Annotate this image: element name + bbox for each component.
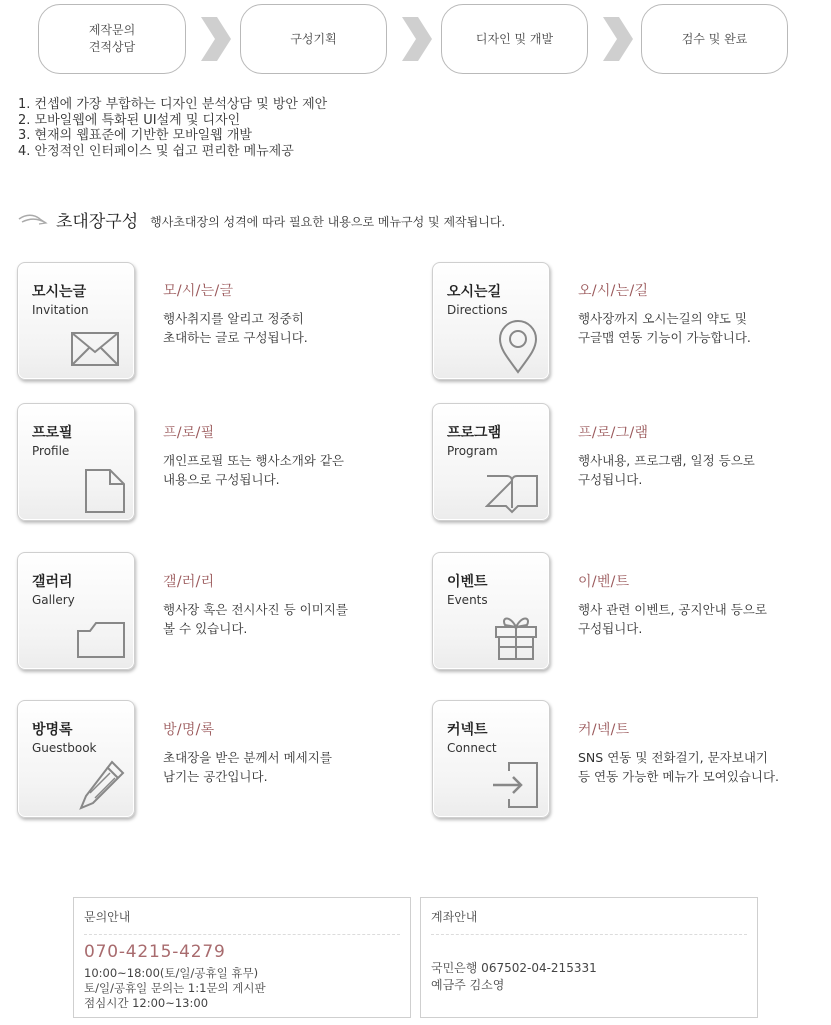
chevron-right-icon [197, 15, 233, 63]
feature-title: 커/넥/트 [578, 722, 630, 738]
divider [84, 934, 400, 935]
card-title-en: Directions [447, 303, 508, 317]
feature-title: 오/시/는/길 [578, 283, 649, 299]
section-header [18, 207, 505, 232]
step-complete [641, 4, 788, 74]
step-planning [240, 4, 387, 74]
sign-in-icon [489, 761, 541, 809]
description-line: 구성됩니다. [578, 472, 643, 487]
description-line: 행사장까지 오시는길의 약도 및 [578, 311, 747, 326]
step-label: 디자인 및 개발 [475, 31, 554, 46]
card-title-en: Gallery [32, 593, 75, 607]
feature-description [163, 600, 348, 638]
card-invitation[interactable] [17, 262, 135, 380]
section-title: 초대장구성 [56, 212, 139, 232]
envelope-icon [70, 329, 120, 369]
open-book-icon [485, 472, 539, 514]
description-line: 구성됩니다. [578, 621, 643, 636]
description-line: 개인프로필 또는 행사소개와 같은 [163, 453, 344, 468]
feature-description [578, 451, 755, 489]
description-line: 내용으로 구성됩니다. [163, 472, 280, 487]
description-line: 행사장 혹은 전시사진 등 이미지를 [163, 602, 348, 617]
description-line: 등 연동 가능한 메뉴가 모여있습니다. [578, 769, 779, 784]
account-heading: 계좌안내 [431, 910, 478, 924]
feature-title: 프/로/필 [163, 425, 215, 441]
gift-icon [493, 611, 539, 661]
description-line: 남기는 공간입니다. [163, 769, 268, 784]
card-guestbook[interactable] [17, 700, 135, 818]
card-title-ko: 갤러리 [32, 574, 73, 590]
description-line: 행사취지를 알리고 정중히 [163, 311, 304, 326]
feature-title: 프/로/그/램 [578, 425, 649, 441]
contact-info-box [73, 897, 411, 1018]
bank-account: 국민은행 067502-04-215331 [431, 961, 597, 975]
feature-description [578, 748, 779, 786]
card-gallery[interactable] [17, 552, 135, 670]
feature-description [163, 748, 332, 786]
chevron-right-icon [599, 15, 635, 63]
card-profile[interactable] [17, 403, 135, 521]
business-hours: 10:00~18:00(토/일/공휴일 휴무) [84, 966, 259, 980]
map-pin-icon [497, 319, 539, 375]
divider [431, 934, 747, 935]
step-label: 구성기획 [290, 31, 337, 46]
chevron-right-icon [398, 15, 434, 63]
feature-title: 갤/러/리 [163, 574, 215, 590]
card-title-ko: 오시는길 [447, 284, 502, 300]
card-title-en: Connect [447, 741, 497, 755]
pencil-icon [78, 759, 126, 811]
lunch-hours: 점심시간 12:00~13:00 [84, 996, 209, 1010]
card-title-en: Guestbook [32, 741, 97, 755]
card-events[interactable] [432, 552, 550, 670]
card-program[interactable] [432, 403, 550, 521]
feature-points [18, 97, 327, 159]
list-item: 2. 모바일웹에 특화된 UI설계 및 디자인 [18, 112, 241, 128]
step-label: 제작문의 [88, 23, 136, 37]
description-line: 행사 관련 이벤트, 공지안내 등으로 [578, 602, 767, 617]
card-title-ko: 이벤트 [447, 574, 488, 590]
feature-description [578, 600, 767, 638]
phone-number[interactable]: 070-4215-4279 [84, 942, 226, 962]
feature-description [163, 309, 308, 347]
description-line: 볼 수 있습니다. [163, 621, 248, 636]
card-directions[interactable] [432, 262, 550, 380]
description-line: SNS 연동 및 전화걸기, 문자보내기 [578, 750, 768, 765]
description-line: 구글맵 연동 기능이 가능합니다. [578, 330, 751, 345]
description-line: 초대장을 받은 분께서 메세지를 [163, 750, 332, 765]
weekend-notice: 토/일/공휴일 문의는 1:1문의 게시판 [84, 981, 266, 995]
card-title-ko: 모시는글 [32, 284, 87, 300]
card-title-ko: 방명록 [32, 722, 73, 738]
step-label: 견적상담 [88, 40, 136, 54]
feature-description [163, 451, 344, 489]
feature-description [578, 309, 751, 347]
account-holder: 예금주 김소영 [431, 978, 505, 992]
step-label: 검수 및 완료 [681, 31, 748, 46]
section-description: 행사초대장의 성격에 따라 필요한 내용으로 메뉴구성 및 제작됩니다. [150, 214, 506, 229]
list-item: 1. 컨셉에 가장 부합하는 디자인 분석상담 및 방안 제안 [18, 97, 328, 112]
card-title-en: Program [447, 444, 498, 458]
card-title-ko: 프로필 [32, 425, 73, 441]
step-consult [38, 4, 186, 74]
list-item: 3. 현재의 웹표준에 기반한 모바일웹 개발 [18, 128, 252, 143]
card-title-ko: 커넥트 [447, 722, 488, 738]
folder-icon [76, 619, 126, 659]
card-title-en: Events [447, 593, 488, 607]
description-line: 초대하는 글로 구성됩니다. [163, 330, 308, 345]
document-icon [84, 468, 126, 514]
step-design-dev [441, 4, 588, 74]
card-title-en: Invitation [32, 303, 89, 317]
feature-title: 모/시/는/글 [163, 283, 234, 299]
account-info-box [420, 897, 758, 1018]
card-connect[interactable] [432, 700, 550, 818]
list-item: 4. 안정적인 인터페이스 및 쉽고 편리한 메뉴제공 [18, 143, 294, 159]
swoosh-icon [18, 213, 48, 227]
card-title-ko: 프로그램 [447, 425, 502, 441]
description-line: 행사내용, 프로그램, 일정 등으로 [578, 453, 755, 468]
feature-title: 이/벤/트 [578, 574, 630, 590]
contact-heading: 문의안내 [84, 910, 131, 924]
card-title-en: Profile [32, 444, 70, 458]
feature-title: 방/명/록 [163, 722, 215, 738]
